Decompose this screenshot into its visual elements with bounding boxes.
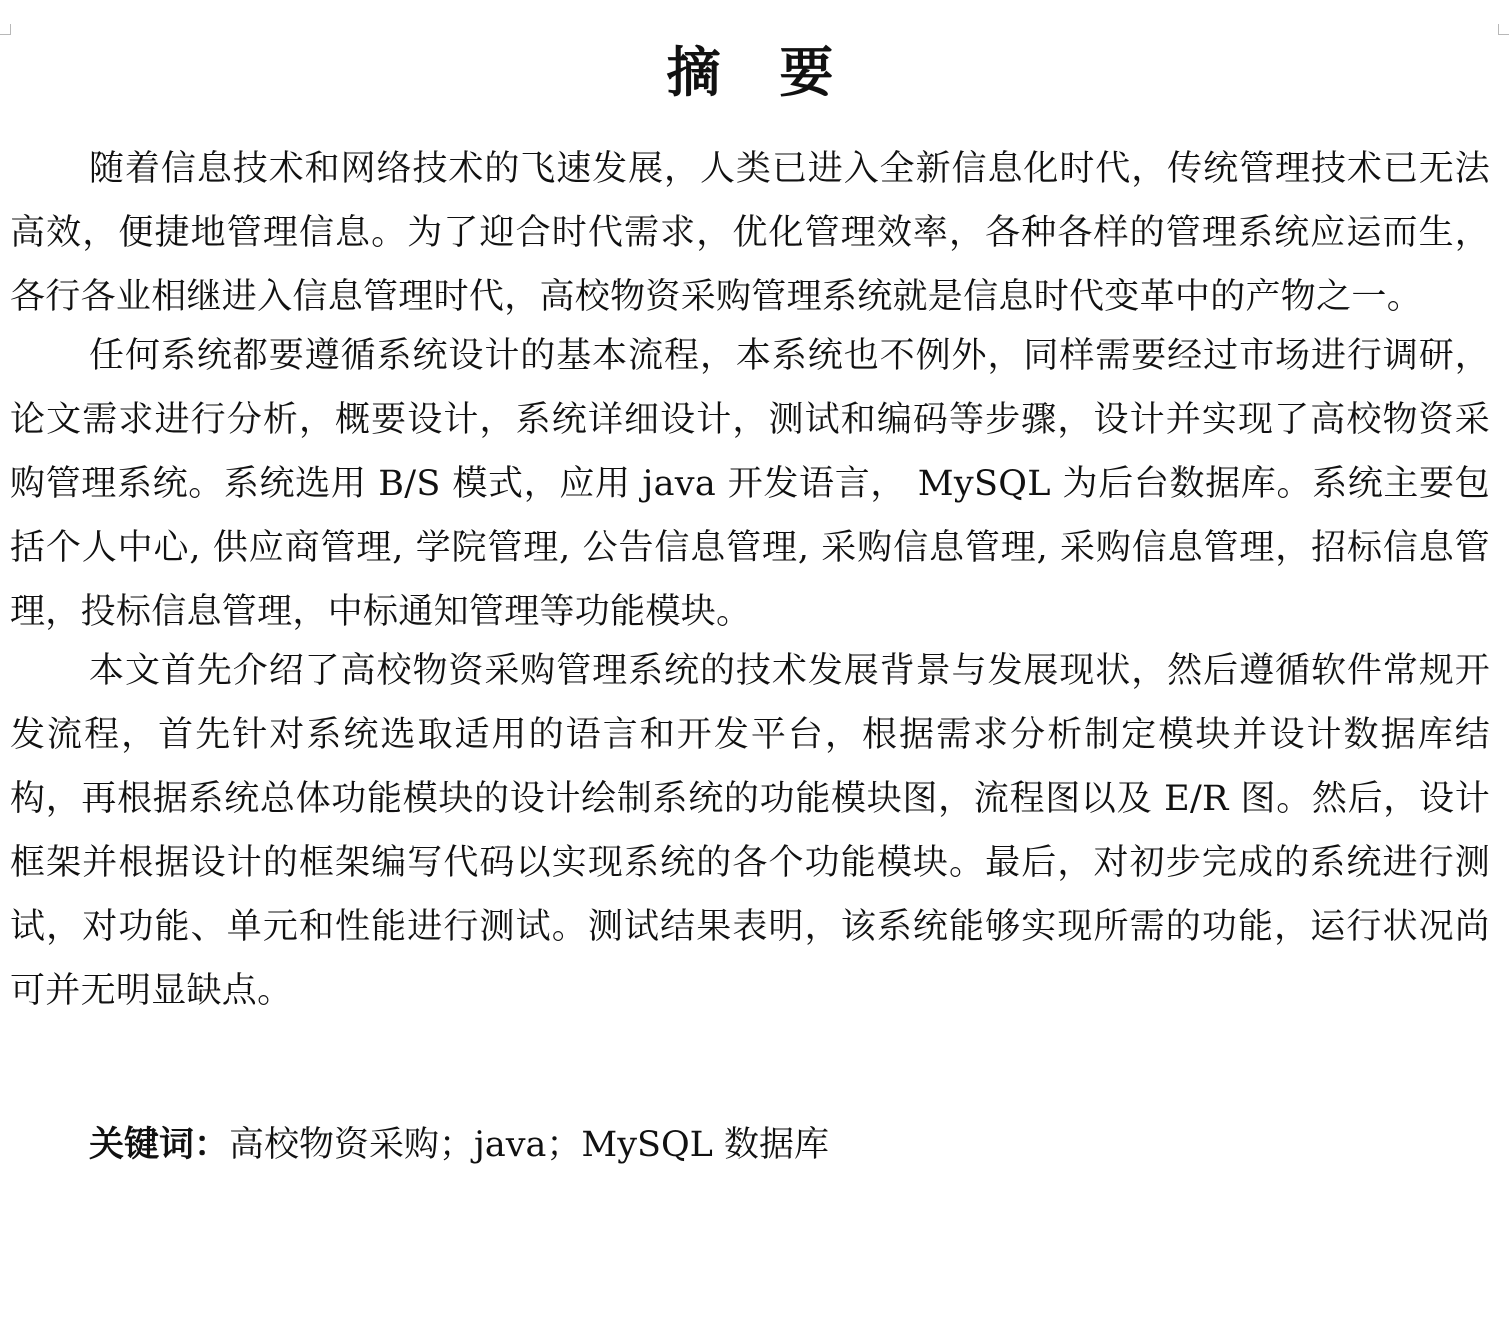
keywords-line (10, 1113, 1490, 1177)
keywords-text: 高校物资采购；java；MySQL 数据库 (229, 1125, 830, 1165)
keywords-label: 关键词： (89, 1124, 230, 1165)
abstract-paragraph-1: 随着信息技术和网络技术的飞速发展，人类已进入全新信息化时代，传统管理技术已无法高效，便捷地管理信息。为了迎合时代需求，优化管理效率，各种各样的管理系统应运而生，各行各业相继进入信息管理时代，高校物资采购管理系统就是信息时代变革中的产物之一。 (10, 149, 1490, 317)
abstract-body (10, 137, 1490, 1023)
abstract-paragraph-2: 任何系统都要遵循系统设计的基本流程，本系统也不例外，同样需要经过市场进行调研，论文需求进行分析，概要设计，系统详细设计，测试和编码等步骤，设计并实现了高校物资采购管理系统。系统选用 B/S 模式，应用 java 开发语言， MySQL 为后台数据库。系统主要包括个人中心, 供应商管理, 学院管理, 公告信息管理, 采购信息管理, 采购信息管理，招标信息管理，投标信息管理，中标通知管理等功能模块。 (10, 336, 1490, 632)
document-page (10, 0, 1490, 1177)
abstract-title: 摘 要 (666, 41, 854, 104)
abstract-paragraph-3: 本文首先介绍了高校物资采购管理系统的技术发展背景与发展现状，然后遵循软件常规开发流程，首先针对系统选取适用的语言和开发平台，根据需求分析制定模块并设计数据库结构，再根据系统总体功能模块的设计绘制系统的功能模块图，流程图以及 E/R 图。然后，设计框架并根据设计的框架编写代码以实现系统的各个功能模块。最后，对初步完成的系统进行测试，对功能、单元和性能进行测试。测试结果表明，该系统能够实现所需的功能，运行状况尚可并无明显缺点。 (10, 651, 1490, 1011)
page-corner-mark-right (1498, 24, 1509, 35)
